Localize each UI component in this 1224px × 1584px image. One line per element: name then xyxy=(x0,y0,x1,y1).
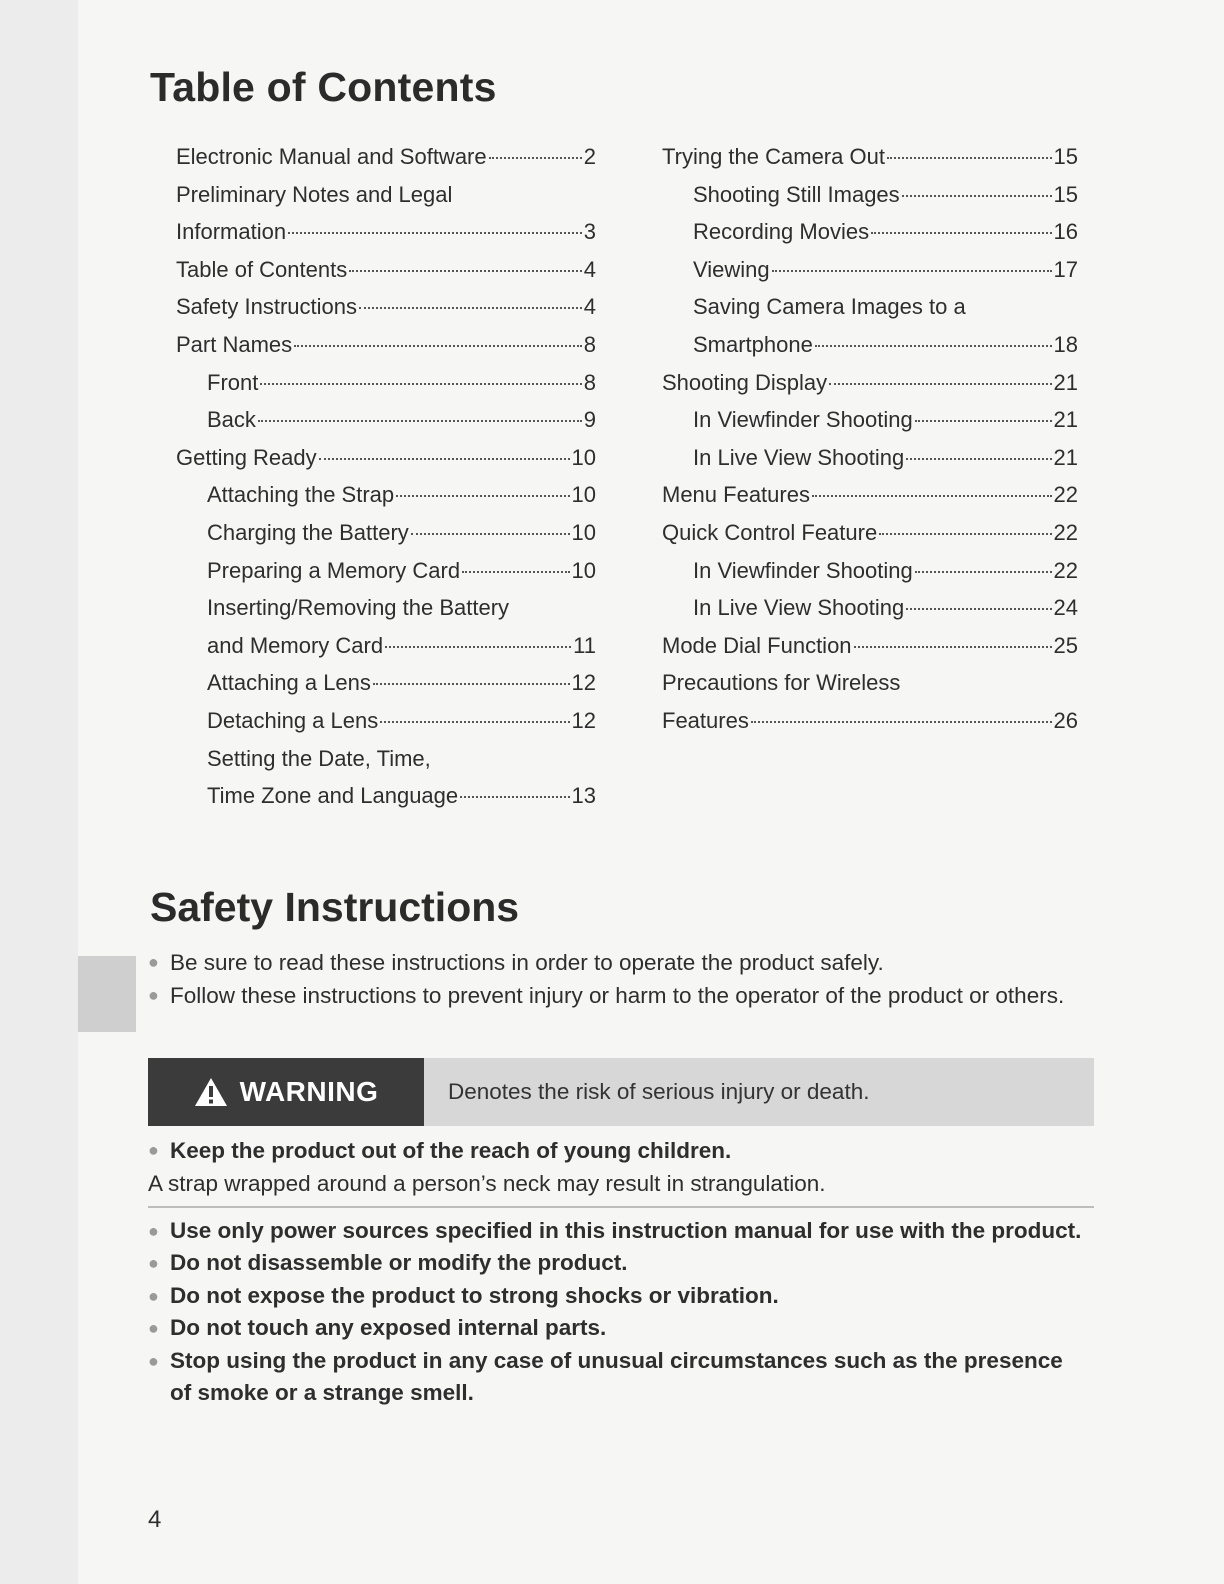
toc-entry-title: Trying the Camera Out xyxy=(662,144,885,169)
warning-triangle-icon xyxy=(194,1077,228,1107)
toc-entry xyxy=(662,552,1078,590)
toc-entry-title: Safety Instructions xyxy=(176,294,357,320)
toc-entry-page: 26 xyxy=(1053,707,1078,733)
toc-leader-dots xyxy=(359,307,582,309)
bullet-icon: ● xyxy=(148,1140,159,1160)
toc-entry-page: 10 xyxy=(571,557,596,583)
item-text: Stop using the product in any case of unusual circumstances such as the presence of smoke or a strange smell. xyxy=(170,1347,1063,1406)
toc-entry-page: 9 xyxy=(583,407,596,433)
toc-entry xyxy=(662,138,1078,176)
toc-entry xyxy=(662,401,1078,439)
toc-entry xyxy=(176,176,596,214)
toc-entry xyxy=(176,552,596,590)
toc-entry xyxy=(176,514,596,552)
toc-entry xyxy=(662,589,1078,627)
intro-text: Follow these instructions to prevent injury or harm to the operator of the product or others. xyxy=(170,983,1065,1008)
toc-entry-title: Attaching the Strap xyxy=(207,482,395,508)
toc-entry xyxy=(176,251,596,289)
toc-entry-title: In Viewfinder Shooting xyxy=(693,557,913,583)
toc-entry-title: Preparing a Memory Card xyxy=(207,557,461,583)
warning-label-box xyxy=(148,1058,424,1126)
toc-entry-title: Front xyxy=(207,369,259,395)
toc-entry-title: Information xyxy=(176,219,287,245)
warning-item-children xyxy=(148,1134,1088,1200)
page-edge-tab xyxy=(78,956,136,1032)
toc-entry-page: 16 xyxy=(1053,219,1078,245)
toc-entry-title: In Live View Shooting xyxy=(693,595,905,621)
toc-entry-title: In Live View Shooting xyxy=(693,444,905,470)
toc-entry xyxy=(662,364,1078,402)
toc-leader-dots xyxy=(871,232,1051,234)
bullet-icon: ● xyxy=(148,1318,159,1339)
list-item xyxy=(148,1345,1088,1410)
toc-entry xyxy=(176,702,596,740)
toc-entry xyxy=(176,138,596,176)
toc-leader-dots xyxy=(319,458,570,460)
item-heading: Keep the product out of the reach of young children. xyxy=(170,1138,732,1163)
toc-entry xyxy=(662,627,1078,665)
toc-entry-page: 21 xyxy=(1053,444,1078,470)
list-item xyxy=(148,1247,1088,1279)
toc-entry xyxy=(662,176,1078,214)
toc-entry-title: Part Names xyxy=(176,331,293,357)
toc-leader-dots xyxy=(411,533,570,535)
toc-entry-title: Shooting Still Images xyxy=(693,181,900,207)
toc-entry-page: 22 xyxy=(1053,557,1078,583)
toc-entry-title: Viewing xyxy=(693,256,770,282)
toc-entry-page: 13 xyxy=(571,783,596,809)
toc-leader-dots xyxy=(815,345,1052,347)
toc-leader-dots xyxy=(906,608,1051,610)
toc-entry xyxy=(662,213,1078,251)
item-text: Use only power sources specified in this instruction manual for use with the product. xyxy=(170,1218,1082,1243)
toc-entry-title: In Viewfinder Shooting xyxy=(693,407,913,433)
safety-intro-list xyxy=(148,946,1068,1012)
toc-entry-title: Mode Dial Function xyxy=(662,632,852,658)
toc-entry xyxy=(176,476,596,514)
toc-entry-page: 2 xyxy=(583,144,596,169)
bullet-icon: ● xyxy=(148,1253,159,1274)
toc-entry-title: Features xyxy=(662,707,749,733)
bullet-icon: ● xyxy=(148,985,159,1005)
toc-entry-page: 10 xyxy=(571,444,596,470)
bullet-icon: ● xyxy=(148,1285,159,1306)
toc-entry xyxy=(662,251,1078,289)
toc-entry xyxy=(662,702,1078,740)
list-item xyxy=(148,1134,1088,1167)
toc-entry-title: Shooting Display xyxy=(662,369,828,395)
toc-entry-page: 4 xyxy=(583,294,596,320)
toc-entry-title: Setting the Date, Time, xyxy=(207,745,431,771)
toc-entry xyxy=(176,777,596,815)
safety-title: Safety Instructions xyxy=(150,884,520,930)
toc-leader-dots xyxy=(902,195,1052,197)
toc-leader-dots xyxy=(829,383,1051,385)
list-item xyxy=(148,979,1068,1012)
bullet-icon: ● xyxy=(148,1350,159,1371)
toc-entry-page: 25 xyxy=(1053,632,1078,658)
toc-leader-dots xyxy=(887,157,1052,159)
toc-entry-title: Saving Camera Images to a xyxy=(693,294,966,320)
toc-entry-title: Time Zone and Language xyxy=(207,783,459,809)
toc-entry xyxy=(176,589,596,627)
toc-entry-page: 10 xyxy=(571,482,596,508)
toc-entry xyxy=(662,439,1078,477)
item-text: Do not disassemble or modify the product. xyxy=(170,1250,628,1276)
toc-left-column xyxy=(176,138,596,815)
item-text: Do not expose the product to strong shocks or vibration. xyxy=(170,1282,779,1308)
list-item xyxy=(148,946,1068,979)
toc-entry xyxy=(176,664,596,702)
toc-leader-dots xyxy=(489,157,582,159)
warning-banner xyxy=(148,1058,1094,1126)
toc-entry xyxy=(662,664,1078,702)
toc-entry-title: Back xyxy=(207,407,256,433)
toc-leader-dots xyxy=(915,420,1052,422)
toc-leader-dots xyxy=(385,646,571,648)
toc-entry-page: 15 xyxy=(1053,181,1078,207)
toc-leader-dots xyxy=(373,683,570,685)
toc-leader-dots xyxy=(462,571,569,573)
toc-entry xyxy=(176,439,596,477)
toc-entry-page: 21 xyxy=(1053,369,1078,395)
toc-entry xyxy=(176,401,596,439)
toc-entry xyxy=(176,213,596,251)
toc-entry-title: Attaching a Lens xyxy=(207,670,371,696)
toc-entry xyxy=(662,288,1078,326)
toc-entry-title: Getting Ready xyxy=(176,444,317,470)
toc-entry-title: Smartphone xyxy=(693,331,813,357)
divider xyxy=(148,1206,1094,1208)
toc-title: Table of Contents xyxy=(150,64,497,110)
toc-leader-dots xyxy=(380,721,569,723)
bullet-icon: ● xyxy=(148,1221,159,1241)
toc-leader-dots xyxy=(772,270,1052,272)
toc-leader-dots xyxy=(294,345,582,347)
toc-entry-page: 4 xyxy=(583,256,596,282)
toc-entry-page: 17 xyxy=(1053,256,1078,282)
toc-entry-page: 12 xyxy=(571,707,596,733)
toc-leader-dots xyxy=(812,495,1052,497)
toc-leader-dots xyxy=(879,533,1051,535)
toc-entry-page: 15 xyxy=(1053,144,1078,169)
list-item xyxy=(148,1312,1088,1344)
warning-description: Denotes the risk of serious injury or death. xyxy=(448,1079,870,1104)
toc-leader-dots xyxy=(258,420,582,422)
item-text: Do not touch any exposed internal parts. xyxy=(170,1315,607,1341)
list-item xyxy=(148,1280,1088,1312)
toc-entry-title: Table of Contents xyxy=(176,256,348,282)
toc-entry xyxy=(662,326,1078,364)
toc-entry-page: 8 xyxy=(583,369,596,395)
toc-entry-page: 8 xyxy=(583,331,596,357)
toc-entry-page: 12 xyxy=(571,670,596,696)
toc-entry-page: 22 xyxy=(1053,519,1078,545)
toc-entry xyxy=(176,740,596,778)
toc-entry-title: Recording Movies xyxy=(693,219,870,245)
toc-entry-title: Precautions for Wireless xyxy=(662,670,901,696)
toc-leader-dots xyxy=(854,646,1052,648)
toc-entry xyxy=(176,326,596,364)
page-number: 4 xyxy=(148,1506,162,1533)
toc-entry-title: Charging the Battery xyxy=(207,519,409,545)
toc-leader-dots xyxy=(915,571,1052,573)
toc-right-column xyxy=(662,138,1078,740)
toc-entry-title: Menu Features xyxy=(662,482,810,508)
intro-text: Be sure to read these instructions in order to operate the product safely. xyxy=(170,950,884,975)
toc-entry xyxy=(176,627,596,665)
toc-leader-dots xyxy=(751,721,1052,723)
bullet-icon: ● xyxy=(148,952,159,972)
toc-leader-dots xyxy=(288,232,582,234)
toc-entry-title: Preliminary Notes and Legal xyxy=(176,181,453,207)
toc-entry-page: 18 xyxy=(1053,331,1078,357)
toc-entry-title: and Memory Card xyxy=(207,632,384,658)
toc-entry-page: 24 xyxy=(1053,595,1078,621)
toc-entry-title: Electronic Manual and Software xyxy=(176,144,487,169)
toc-entry xyxy=(176,364,596,402)
toc-entry-page: 22 xyxy=(1053,482,1078,508)
toc-entry xyxy=(662,476,1078,514)
warning-label: WARNING xyxy=(239,1076,379,1107)
toc-entry-page: 11 xyxy=(573,632,596,658)
list-item xyxy=(148,1215,1088,1247)
warning-items-list xyxy=(148,1215,1088,1409)
toc-leader-dots xyxy=(460,796,569,798)
item-body: A strap wrapped around a person’s neck may result in strangulation. xyxy=(148,1171,826,1196)
toc-entry-page: 10 xyxy=(571,519,596,545)
toc-entry-title: Quick Control Feature xyxy=(662,519,878,545)
toc-entry xyxy=(176,288,596,326)
toc-entry xyxy=(662,514,1078,552)
toc-leader-dots xyxy=(349,270,582,272)
toc-entry-page: 3 xyxy=(583,219,596,245)
toc-leader-dots xyxy=(906,458,1051,460)
toc-entry-page: 21 xyxy=(1053,407,1078,433)
toc-entry-title: Detaching a Lens xyxy=(207,707,379,733)
toc-leader-dots xyxy=(260,383,581,385)
toc-entry-title: Inserting/Removing the Battery xyxy=(207,595,510,621)
toc-leader-dots xyxy=(396,495,569,497)
